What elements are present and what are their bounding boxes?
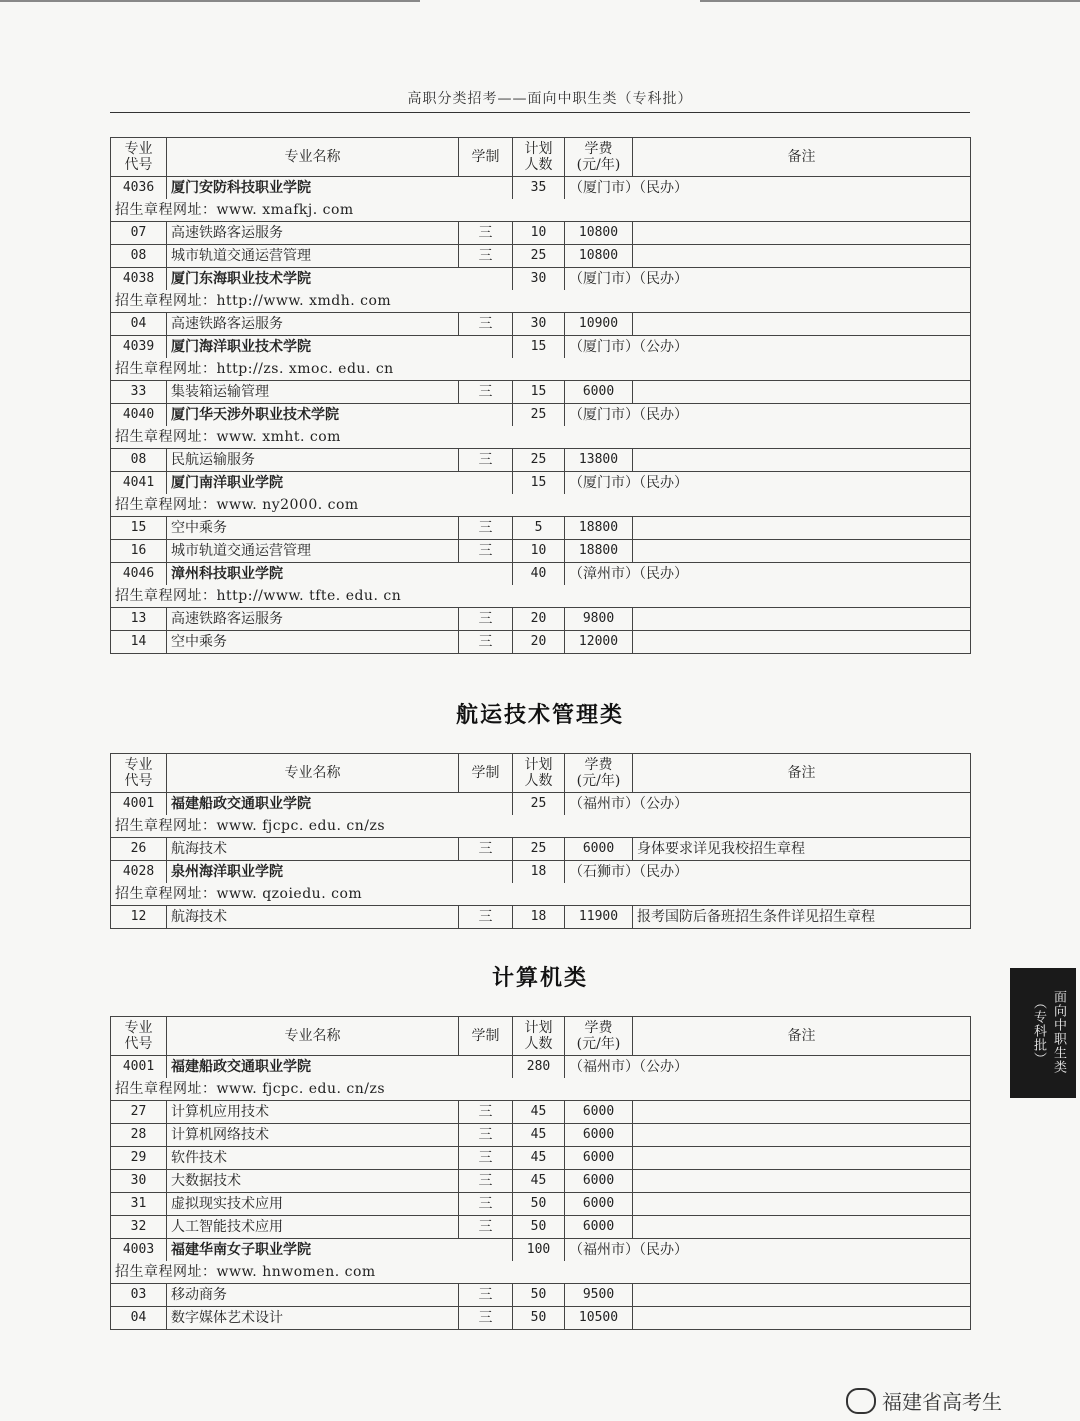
major-row [111, 1216, 971, 1239]
major-years: 三 [459, 1124, 513, 1147]
major-row [111, 381, 971, 404]
institution-row [111, 268, 971, 291]
major-name: 计算机应用技术 [167, 1101, 459, 1124]
column-header-plan: 计划 人数 [513, 138, 565, 177]
major-plan: 25 [513, 449, 565, 472]
institution-location: （厦门市）（民办） [565, 404, 971, 427]
admission-url: 招生章程网址：www. fjcpc. edu. cn/zs [111, 815, 971, 838]
major-fee: 6000 [565, 838, 633, 861]
major-fee: 11900 [565, 906, 633, 929]
major-years: 三 [459, 1284, 513, 1307]
column-header-name: 专业名称 [167, 754, 459, 793]
admission-url: 招生章程网址：http://zs. xmoc. edu. cn [111, 358, 971, 381]
major-name: 虚拟现实技术应用 [167, 1193, 459, 1216]
major-years: 三 [459, 1101, 513, 1124]
major-name: 高速铁路客运服务 [167, 608, 459, 631]
major-code: 27 [111, 1101, 167, 1124]
major-plan: 25 [513, 245, 565, 268]
major-code: 08 [111, 245, 167, 268]
major-name: 大数据技术 [167, 1170, 459, 1193]
major-code: 28 [111, 1124, 167, 1147]
major-code: 08 [111, 449, 167, 472]
major-note [633, 449, 971, 472]
major-years: 三 [459, 222, 513, 245]
institution-code: 4041 [111, 472, 167, 495]
institution-row [111, 1056, 971, 1079]
major-note [633, 1216, 971, 1239]
institution-plan: 15 [513, 472, 565, 495]
section-title-shipping: 航运技术管理类 [455, 703, 624, 728]
admission-url: 招生章程网址：http://www. tfte. edu. cn [111, 585, 971, 608]
major-years: 三 [459, 631, 513, 654]
major-note [633, 1170, 971, 1193]
institution-code: 4028 [111, 861, 167, 884]
major-code: 16 [111, 540, 167, 563]
institution-location: （厦门市）（民办） [565, 472, 971, 495]
institution-name: 厦门海洋职业技术学院 [167, 336, 513, 359]
column-header-name: 专业名称 [167, 138, 459, 177]
major-row [111, 838, 971, 861]
admission-url: 招生章程网址：www. hnwomen. com [111, 1261, 971, 1284]
major-plan: 50 [513, 1193, 565, 1216]
institution-code: 4001 [111, 793, 167, 816]
admission-url: 招生章程网址：http://www. xmdh. com [111, 290, 971, 313]
major-fee: 10800 [565, 245, 633, 268]
major-plan: 10 [513, 540, 565, 563]
major-years: 三 [459, 449, 513, 472]
institution-name: 福建华南女子职业学院 [167, 1239, 513, 1262]
major-code: 32 [111, 1216, 167, 1239]
major-fee: 6000 [565, 1216, 633, 1239]
major-note [633, 381, 971, 404]
institution-url-row [111, 1078, 971, 1101]
institution-row [111, 472, 971, 495]
institution-location: （厦门市）（民办） [565, 268, 971, 291]
major-row [111, 906, 971, 929]
institution-plan: 25 [513, 793, 565, 816]
major-plan: 20 [513, 608, 565, 631]
major-code: 30 [111, 1170, 167, 1193]
major-name: 集装箱运输管理 [167, 381, 459, 404]
major-note: 报考国防后备班招生条件详见招生章程 [633, 906, 971, 929]
major-row [111, 1101, 971, 1124]
major-years: 三 [459, 906, 513, 929]
major-name: 高速铁路客运服务 [167, 313, 459, 336]
institution-name: 福建船政交通职业学院 [167, 1056, 513, 1079]
major-fee: 13800 [565, 449, 633, 472]
major-name: 高速铁路客运服务 [167, 222, 459, 245]
major-code: 15 [111, 517, 167, 540]
major-years: 三 [459, 1147, 513, 1170]
major-plan: 10 [513, 222, 565, 245]
major-name: 城市轨道交通运营管理 [167, 540, 459, 563]
major-row [111, 631, 971, 654]
major-name: 人工智能技术应用 [167, 1216, 459, 1239]
major-name: 城市轨道交通运营管理 [167, 245, 459, 268]
institution-row [111, 177, 971, 200]
major-code: 29 [111, 1147, 167, 1170]
major-years: 三 [459, 313, 513, 336]
major-fee: 6000 [565, 1124, 633, 1147]
column-header-note: 备注 [633, 754, 971, 793]
institution-location: （石狮市）（民办） [565, 861, 971, 884]
major-code: 33 [111, 381, 167, 404]
institution-code: 4001 [111, 1056, 167, 1079]
major-name: 移动商务 [167, 1284, 459, 1307]
major-row [111, 313, 971, 336]
major-row [111, 1124, 971, 1147]
major-note [633, 1124, 971, 1147]
institution-name: 厦门东海职业技术学院 [167, 268, 513, 291]
column-header-years: 学制 [459, 1017, 513, 1056]
institution-plan: 18 [513, 861, 565, 884]
major-name: 空中乘务 [167, 631, 459, 654]
institution-code: 4038 [111, 268, 167, 291]
institution-code: 4003 [111, 1239, 167, 1262]
major-years: 三 [459, 540, 513, 563]
institution-code: 4040 [111, 404, 167, 427]
major-code: 12 [111, 906, 167, 929]
institution-plan: 40 [513, 563, 565, 586]
institution-location: （厦门市）（民办） [565, 177, 971, 200]
institution-url-row [111, 290, 971, 313]
major-name: 民航运输服务 [167, 449, 459, 472]
institution-plan: 100 [513, 1239, 565, 1262]
major-fee: 18800 [565, 540, 633, 563]
major-years: 三 [459, 1193, 513, 1216]
major-note [633, 608, 971, 631]
major-note [633, 1284, 971, 1307]
institution-url-row [111, 585, 971, 608]
side-tab-label: 面向中职生类 [1051, 990, 1066, 1074]
major-fee: 6000 [565, 1170, 633, 1193]
major-row [111, 245, 971, 268]
column-header-code: 专业 代号 [111, 1017, 167, 1056]
institution-url-row [111, 883, 971, 906]
major-row [111, 449, 971, 472]
institution-url-row [111, 494, 971, 517]
major-years: 三 [459, 1170, 513, 1193]
major-fee: 12000 [565, 631, 633, 654]
column-header-fee: 学费 (元/年) [565, 138, 633, 177]
column-header-code: 专业 代号 [111, 754, 167, 793]
institution-row [111, 563, 971, 586]
major-plan: 25 [513, 838, 565, 861]
institution-plan: 35 [513, 177, 565, 200]
major-fee: 9500 [565, 1284, 633, 1307]
major-plan: 30 [513, 313, 565, 336]
major-fee: 6000 [565, 1147, 633, 1170]
column-header-years: 学制 [459, 138, 513, 177]
major-name: 空中乘务 [167, 517, 459, 540]
institution-row [111, 404, 971, 427]
institution-plan: 280 [513, 1056, 565, 1079]
column-header-plan: 计划 人数 [513, 1017, 565, 1056]
major-years: 三 [459, 608, 513, 631]
major-fee: 6000 [565, 381, 633, 404]
major-plan: 20 [513, 631, 565, 654]
institution-name: 厦门安防科技职业学院 [167, 177, 513, 200]
enrollment-table [110, 1016, 971, 1330]
major-note [633, 1101, 971, 1124]
institution-location: （福州市）（民办） [565, 1239, 971, 1262]
major-plan: 50 [513, 1307, 565, 1330]
major-row [111, 1284, 971, 1307]
column-header-note: 备注 [633, 138, 971, 177]
institution-location: （漳州市）（民办） [565, 563, 971, 586]
major-note: 身体要求详见我校招生章程 [633, 838, 971, 861]
section-title-computer: 计算机类 [491, 966, 588, 991]
column-header-code: 专业 代号 [111, 138, 167, 177]
major-row [111, 608, 971, 631]
side-thumb-tab [1010, 968, 1076, 1098]
institution-name: 漳州科技职业学院 [167, 563, 513, 586]
major-code: 31 [111, 1193, 167, 1216]
major-name: 计算机网络技术 [167, 1124, 459, 1147]
major-plan: 45 [513, 1124, 565, 1147]
major-years: 三 [459, 381, 513, 404]
major-years: 三 [459, 245, 513, 268]
enrollment-table [110, 137, 971, 654]
admission-url: 招生章程网址：www. ny2000. com [111, 494, 971, 517]
major-code: 07 [111, 222, 167, 245]
major-note [633, 222, 971, 245]
major-years: 三 [459, 517, 513, 540]
institution-url-row [111, 199, 971, 222]
column-header-plan: 计划 人数 [513, 754, 565, 793]
admission-url: 招生章程网址：www. qzoiedu. com [111, 883, 971, 906]
page-top-edge [0, 0, 420, 5]
institution-url-row [111, 426, 971, 449]
major-name: 航海技术 [167, 906, 459, 929]
major-fee: 10900 [565, 313, 633, 336]
major-code: 03 [111, 1284, 167, 1307]
major-row [111, 1307, 971, 1330]
watermark [846, 1386, 1002, 1415]
major-row [111, 1170, 971, 1193]
major-code: 13 [111, 608, 167, 631]
institution-row [111, 336, 971, 359]
institution-location: （福州市）（公办） [565, 793, 971, 816]
institution-name: 厦门华天涉外职业技术学院 [167, 404, 513, 427]
major-fee: 6000 [565, 1101, 633, 1124]
institution-url-row [111, 815, 971, 838]
table-header-row [111, 138, 971, 177]
major-plan: 45 [513, 1170, 565, 1193]
side-tab-sublabel: （专科批） [1031, 996, 1046, 1066]
admission-url: 招生章程网址：www. fjcpc. edu. cn/zs [111, 1078, 971, 1101]
major-row [111, 1147, 971, 1170]
major-years: 三 [459, 1216, 513, 1239]
running-header: 高职分类招考——面向中职生类（专科批） [407, 91, 693, 107]
major-row [111, 222, 971, 245]
major-plan: 50 [513, 1284, 565, 1307]
column-header-fee: 学费 (元/年) [565, 1017, 633, 1056]
major-fee: 10500 [565, 1307, 633, 1330]
institution-plan: 15 [513, 336, 565, 359]
institution-row [111, 1239, 971, 1262]
page-top-edge [700, 0, 1080, 5]
major-note [633, 313, 971, 336]
major-note [633, 245, 971, 268]
institution-code: 4046 [111, 563, 167, 586]
institution-name: 福建船政交通职业学院 [167, 793, 513, 816]
institution-plan: 25 [513, 404, 565, 427]
major-note [633, 517, 971, 540]
column-header-years: 学制 [459, 754, 513, 793]
table-header-row [111, 1017, 971, 1056]
wechat-icon [846, 1388, 876, 1414]
institution-code: 4036 [111, 177, 167, 200]
institution-row [111, 793, 971, 816]
major-fee: 9800 [565, 608, 633, 631]
institution-plan: 30 [513, 268, 565, 291]
major-plan: 45 [513, 1147, 565, 1170]
major-name: 软件技术 [167, 1147, 459, 1170]
column-header-name: 专业名称 [167, 1017, 459, 1056]
major-note [633, 540, 971, 563]
major-years: 三 [459, 838, 513, 861]
major-fee: 10800 [565, 222, 633, 245]
major-name: 数字媒体艺术设计 [167, 1307, 459, 1330]
admission-url: 招生章程网址：www. xmht. com [111, 426, 971, 449]
major-fee: 6000 [565, 1193, 633, 1216]
column-header-fee: 学费 (元/年) [565, 754, 633, 793]
watermark-text: 福建省高考生 [882, 1390, 1002, 1414]
major-row [111, 517, 971, 540]
institution-location: （福州市）（公办） [565, 1056, 971, 1079]
major-code: 26 [111, 838, 167, 861]
institution-code: 4039 [111, 336, 167, 359]
major-plan: 50 [513, 1216, 565, 1239]
major-note [633, 1307, 971, 1330]
major-row [111, 540, 971, 563]
major-plan: 15 [513, 381, 565, 404]
admission-url: 招生章程网址：www. xmafkj. com [111, 199, 971, 222]
major-code: 04 [111, 313, 167, 336]
column-header-note: 备注 [633, 1017, 971, 1056]
major-row [111, 1193, 971, 1216]
major-plan: 5 [513, 517, 565, 540]
major-note [633, 1193, 971, 1216]
major-plan: 18 [513, 906, 565, 929]
major-note [633, 1147, 971, 1170]
institution-location: （厦门市）（公办） [565, 336, 971, 359]
major-fee: 18800 [565, 517, 633, 540]
institution-name: 厦门南洋职业学院 [167, 472, 513, 495]
institution-row [111, 861, 971, 884]
major-years: 三 [459, 1307, 513, 1330]
enrollment-table [110, 753, 971, 929]
major-code: 14 [111, 631, 167, 654]
major-note [633, 631, 971, 654]
institution-url-row [111, 1261, 971, 1284]
major-code: 04 [111, 1307, 167, 1330]
table-header-row [111, 754, 971, 793]
institution-name: 泉州海洋职业学院 [167, 861, 513, 884]
major-plan: 45 [513, 1101, 565, 1124]
institution-url-row [111, 358, 971, 381]
header-rule [110, 112, 970, 113]
major-name: 航海技术 [167, 838, 459, 861]
